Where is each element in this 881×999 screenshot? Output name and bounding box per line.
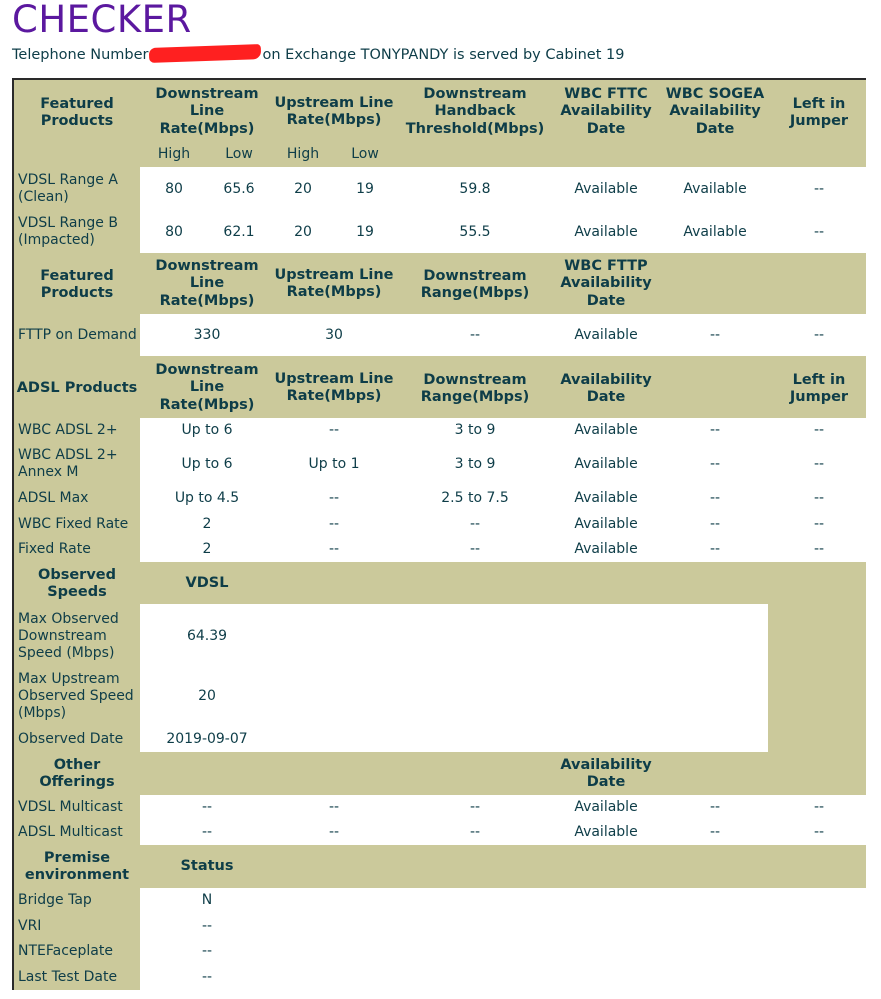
observed-row-name: Observed Date	[18, 730, 124, 747]
vdsl-threshold: 55.5	[459, 223, 491, 240]
other-col3: --	[328, 823, 340, 840]
premise-header-status: Status	[180, 858, 234, 875]
fttp-avail: Available	[574, 326, 638, 343]
adsl-up: --	[328, 515, 340, 532]
vdsl-row-name: VDSL Range A (Clean)	[18, 172, 118, 205]
vdsl-threshold: 59.8	[459, 180, 491, 197]
other-row-name: VDSL Multicast	[18, 798, 123, 815]
premise-row-name: VRI	[18, 917, 42, 934]
vdsl-header-products: Featured Products	[40, 95, 114, 129]
adsl-header-downstream: Downstream Line Rate(Mbps)	[155, 361, 259, 413]
other-col3: --	[328, 798, 340, 815]
adsl-range: 3 to 9	[454, 455, 496, 472]
vdsl-header-jumper: Left in Jumper	[789, 95, 849, 129]
adsl-range: 3 to 9	[454, 421, 496, 438]
adsl-down: Up to 6	[181, 421, 233, 438]
other-row-name: ADSL Multicast	[18, 823, 123, 840]
fttp-header-avail: WBC FTTP Availability Date	[560, 257, 652, 309]
adsl-row-name: WBC ADSL 2+ Annex M	[18, 447, 118, 480]
vdsl-header-sogea: WBC SOGEA Availability Date	[665, 85, 765, 137]
observed-row-name: Max Observed Downstream Speed (Mbps)	[18, 610, 119, 661]
vdsl-down-high: 80	[165, 223, 183, 240]
adsl-avail: Available	[574, 489, 638, 506]
observed-header-vdsl: VDSL	[185, 575, 229, 592]
adsl-avail: Available	[574, 540, 638, 557]
adsl-avail: Available	[574, 455, 638, 472]
adsl-down: Up to 6	[181, 455, 233, 472]
other-col7: --	[813, 823, 825, 840]
other-col4: --	[469, 823, 481, 840]
vdsl-up-high: 20	[294, 180, 312, 197]
fttp-header-downstream: Downstream Line Rate(Mbps)	[155, 257, 259, 309]
premise-row-name: Bridge Tap	[18, 891, 92, 908]
vdsl-sogea: Available	[683, 223, 747, 240]
vdsl-header-threshold: Downstream Handback Threshold(Mbps)	[405, 85, 545, 137]
vdsl-header-fttc: WBC FTTC Availability Date	[560, 85, 652, 137]
premise-value: --	[201, 917, 213, 934]
adsl-avail: Available	[574, 515, 638, 532]
adsl-down: 2	[202, 540, 212, 557]
adsl-col6: --	[709, 455, 721, 472]
other-header-avail: Availability Date	[560, 756, 652, 790]
redaction-mark	[148, 44, 260, 63]
other-col7: --	[813, 798, 825, 815]
observed-row-name: Max Upstream Observed Speed (Mbps)	[18, 670, 134, 721]
fttp-header-range: Downstream Range(Mbps)	[420, 267, 530, 301]
adsl-row-name: Fixed Rate	[18, 540, 91, 557]
premise-value: --	[201, 968, 213, 985]
adsl-up: Up to 1	[308, 455, 360, 472]
adsl-up: --	[328, 489, 340, 506]
adsl-up: --	[328, 540, 340, 557]
vdsl-header-downstream: Downstream Line Rate(Mbps)	[155, 85, 259, 137]
other-col2: --	[201, 798, 213, 815]
adsl-col6: --	[709, 515, 721, 532]
other-col2: --	[201, 823, 213, 840]
adsl-range: --	[469, 540, 481, 557]
summary-suffix: on Exchange TONYPANDY is served by Cabinet 19	[262, 47, 625, 63]
fttp-header-products: Featured Products	[40, 267, 114, 301]
adsl-header-jumper: Left in Jumper	[789, 371, 849, 405]
vdsl-up-low: 19	[356, 223, 374, 240]
adsl-row-name: WBC ADSL 2+	[18, 421, 118, 438]
fttp-header-upstream: Upstream Line Rate(Mbps)	[274, 266, 394, 300]
adsl-up: --	[328, 421, 340, 438]
premise-row-name: Last Test Date	[18, 968, 118, 985]
adsl-col7: --	[813, 489, 825, 506]
adsl-avail: Available	[574, 421, 638, 438]
adsl-down: 2	[202, 515, 212, 532]
fttp-range: --	[469, 326, 481, 343]
vdsl-fttc: Available	[574, 180, 638, 197]
vdsl-down-high: 80	[165, 180, 183, 197]
other-col6: --	[709, 798, 721, 815]
adsl-col6: --	[709, 489, 721, 506]
vdsl-jumper: --	[813, 180, 825, 197]
other-avail: Available	[574, 798, 638, 815]
summary-prefix: Telephone Number	[12, 47, 149, 63]
vdsl-up-low: 19	[356, 180, 374, 197]
adsl-col6: --	[709, 540, 721, 557]
premise-row-name: NTEFaceplate	[18, 942, 113, 959]
other-avail: Available	[574, 823, 638, 840]
adsl-header-avail: Availability Date	[560, 371, 652, 405]
adsl-col6: --	[709, 421, 721, 438]
observed-value: 64.39	[186, 627, 228, 644]
other-col4: --	[469, 798, 481, 815]
adsl-row-name: WBC Fixed Rate	[18, 515, 129, 532]
observed-header: Observed Speeds	[38, 566, 116, 600]
adsl-row-name: ADSL Max	[18, 489, 89, 506]
fttp-up: 30	[325, 326, 343, 343]
adsl-col7: --	[813, 455, 825, 472]
vdsl-sub-up-high: High	[286, 145, 320, 162]
vdsl-sogea: Available	[683, 180, 747, 197]
adsl-down: Up to 4.5	[174, 489, 240, 506]
vdsl-down-low: 65.6	[223, 180, 255, 197]
adsl-header-products: ADSL Products	[16, 380, 138, 397]
vdsl-up-high: 20	[294, 223, 312, 240]
premise-value: --	[201, 942, 213, 959]
vdsl-sub-down-high: High	[157, 145, 191, 162]
observed-value: 2019-09-07	[166, 730, 248, 747]
page-title: CHECKER	[12, 0, 192, 41]
availability-table	[12, 78, 866, 990]
premise-value: N	[201, 891, 213, 908]
vdsl-header-upstream: Upstream Line Rate(Mbps)	[274, 94, 394, 128]
vdsl-jumper: --	[813, 223, 825, 240]
adsl-col7: --	[813, 421, 825, 438]
adsl-header-upstream: Upstream Line Rate(Mbps)	[274, 370, 394, 404]
observed-value: 20	[198, 687, 216, 704]
exchange-summary	[12, 46, 624, 63]
adsl-col7: --	[813, 515, 825, 532]
adsl-range: --	[469, 515, 481, 532]
other-col6: --	[709, 823, 721, 840]
other-header: Other Offerings	[39, 756, 115, 790]
vdsl-sub-up-low: Low	[351, 145, 379, 162]
fttp-row-name: FTTP on Demand	[18, 326, 137, 343]
vdsl-sub-down-low: Low	[225, 145, 253, 162]
vdsl-row-name: VDSL Range B (Impacted)	[18, 215, 118, 248]
vdsl-fttc: Available	[574, 223, 638, 240]
fttp-down: 330	[193, 326, 221, 343]
fttp-col7: --	[813, 326, 825, 343]
adsl-col7: --	[813, 540, 825, 557]
fttp-col6: --	[709, 326, 721, 343]
vdsl-down-low: 62.1	[223, 223, 255, 240]
adsl-range: 2.5 to 7.5	[441, 489, 509, 506]
adsl-header-range: Downstream Range(Mbps)	[420, 371, 530, 405]
premise-header: Premise environment	[24, 849, 130, 883]
